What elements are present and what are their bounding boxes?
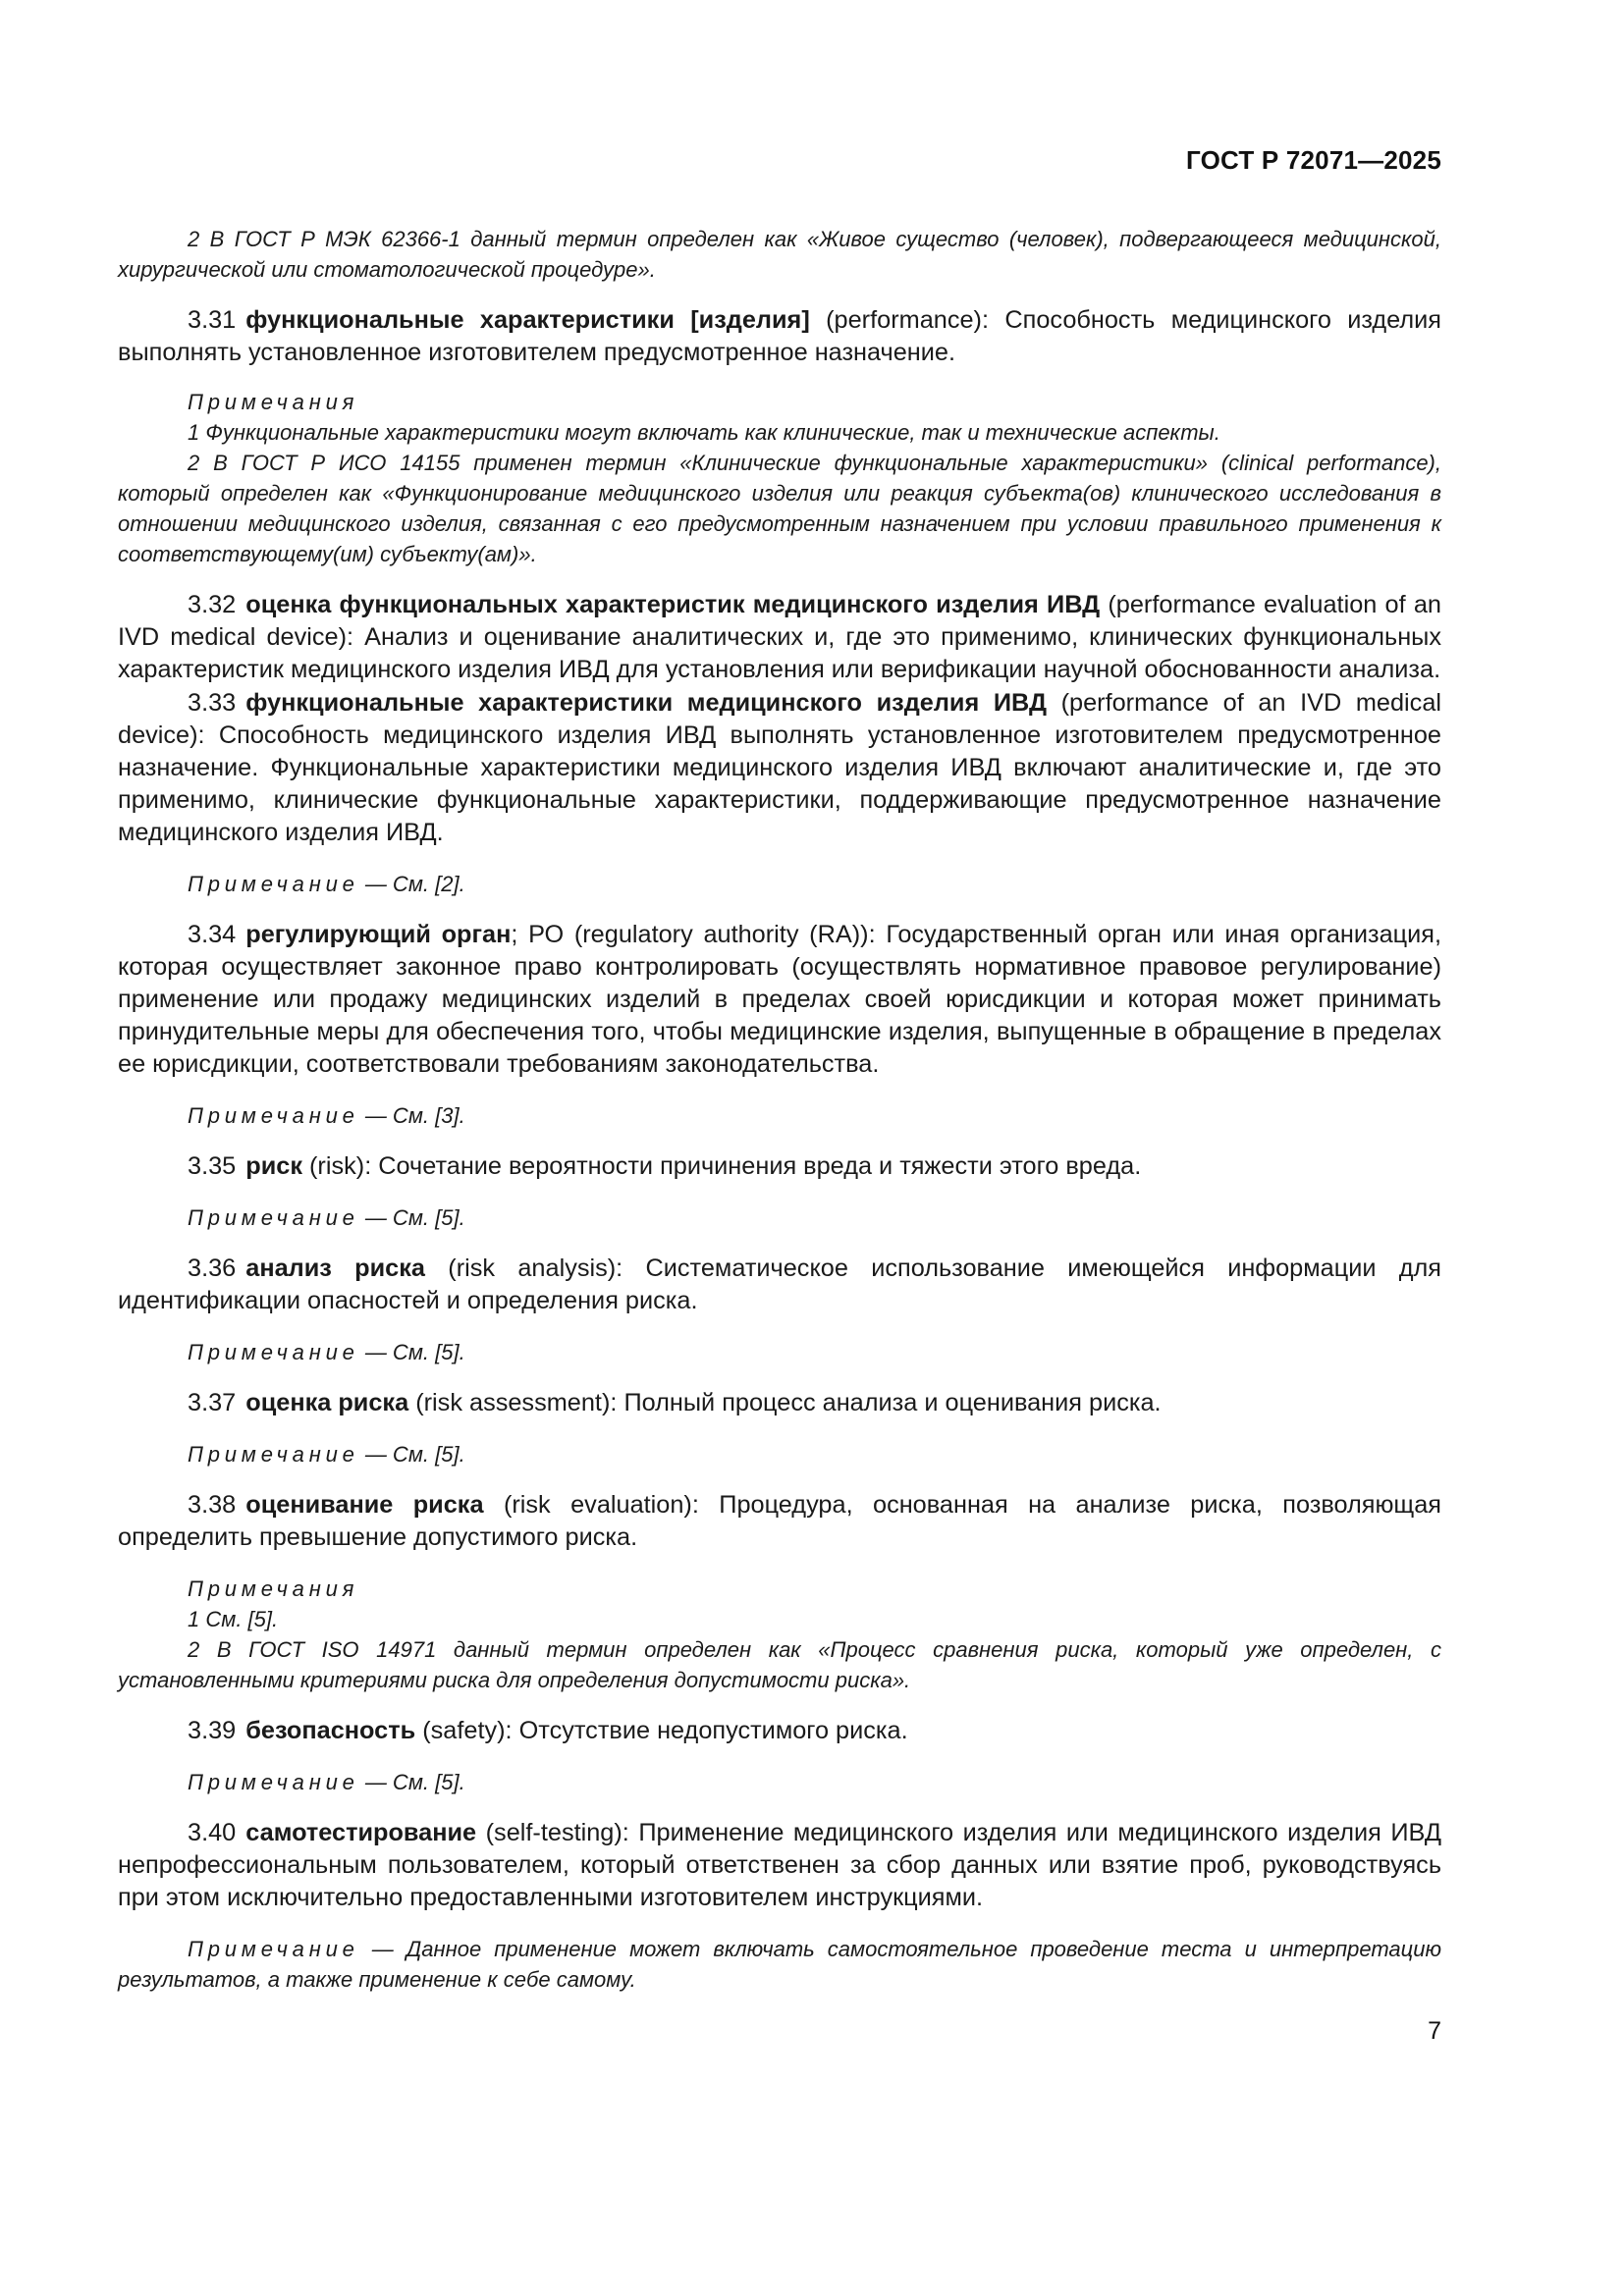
note-text: — См. [2]. — [358, 872, 465, 896]
term-number: 3.38 — [188, 1491, 237, 1519]
term-definition: (self-testing): Применение медицинского изделия или медицинского изделия ИВД непрофессиональным пользователем, который ответственен за сбор данных или взятие проб, руководствуясь при этом исключительно предоставленными изготовителем инструкциями. — [118, 1819, 1441, 1911]
note-label: Примечание — [188, 1340, 359, 1364]
note-label: Примечание — [188, 1770, 359, 1794]
note-item — [118, 1202, 1441, 1233]
term-entry-3-38 — [118, 1489, 1441, 1554]
note-item: 1 См. [5]. — [188, 1607, 279, 1631]
note-label: Примечание — [188, 1103, 359, 1128]
term-definition: (risk evaluation): Процедура, основанная на анализе риска, позволяющая определить превышение допустимого риска. — [118, 1491, 1442, 1551]
term-name: оценивание риска — [245, 1491, 484, 1519]
note-text: — См. [5]. — [358, 1442, 465, 1467]
term-definition: (performance evaluation of an IVD medical device): Анализ и оценивание аналитических и, где это применимо, клинических функциональных характеристик медицинского изделия ИВД для установления или верификации научной обоснованности анализа. — [118, 591, 1441, 683]
term-number: 3.31 — [188, 306, 237, 334]
term-entry-3-39 — [118, 1715, 1441, 1747]
note-item — [118, 869, 1441, 899]
note-text: — См. [3]. — [358, 1103, 465, 1128]
term-number: 3.34 — [188, 921, 237, 948]
note-item — [118, 1100, 1441, 1131]
term-number: 3.39 — [188, 1717, 237, 1744]
term-number: 3.33 — [188, 689, 237, 717]
term-number: 3.35 — [188, 1152, 237, 1180]
note-item: 2 В ГОСТ Р ИСО 14155 применен термин «Клинические функциональные характеристики» (clinical performance), который определен как «Функционирование медицинского изделия или реакция субъекта(ов) клинического исследования в отношении медицинского изделия, связанная с его предусмотренным назначением при условии правильного применения к соответствующему(им) субъекту(ам)». — [118, 451, 1441, 566]
note-text: — См. [5]. — [358, 1770, 465, 1794]
notes-heading: Примечания — [188, 1576, 359, 1601]
term-entry-3-34 — [118, 919, 1441, 1081]
term-name: оценка риска — [245, 1389, 409, 1416]
term-definition: ; РО (regulatory authority (RA)): Государственный орган или иная организация, которая осуществляет законное право контролировать (осуществлять нормативное правовое регулирование) применение или продажу медицинских изделий в пределах своей юрисдикции и которая может принимать принудительные меры для обеспечения того, чтобы медицинские изделия, выпущенные в обращение в пределах ее юрисдикции, соответствовали требованиям законодательства. — [118, 921, 1441, 1078]
standard-designation: ГОСТ Р 72071—2025 — [1186, 145, 1441, 175]
term-definition: (risk): Сочетание вероятности причинения вреда и тяжести этого вреда. — [301, 1152, 1142, 1180]
note-item: 1 Функциональные характеристики могут включать как клинические, так и технические аспекты. — [188, 420, 1220, 445]
note-label: Примечание — [188, 1937, 359, 1961]
term-name: регулирующий орган — [245, 921, 512, 948]
term-entry-3-40 — [118, 1817, 1441, 1914]
term-number: 3.40 — [188, 1819, 237, 1846]
term-name: оценка функциональных характеристик медицинского изделия ИВД — [245, 591, 1101, 618]
note-label: Примечание — [188, 1205, 359, 1230]
term-name: безопасность — [245, 1717, 416, 1744]
note-label: Примечание — [188, 1442, 359, 1467]
term-definition: (risk assessment): Полный процесс анализа и оценивания риска. — [408, 1389, 1162, 1416]
term-entry-3-37 — [118, 1387, 1441, 1419]
term-definition: (performance of an IVD medical device): Способность медицинского изделия ИВД выполнять установленное изготовителем предусмотренное назначение. Функциональные характеристики медицинского изделия ИВД включают аналитические и, где это применимо, клинические функциональные характеристики, поддерживающие предусмотренное назначение медицинского изделия ИВД. — [118, 689, 1442, 846]
term-name: риск — [245, 1152, 302, 1180]
term-name: функциональные характеристики медицинского изделия ИВД — [245, 689, 1047, 717]
term-number: 3.32 — [188, 591, 237, 618]
term-entry-3-36 — [118, 1253, 1441, 1317]
term-entry-3-35 — [118, 1150, 1441, 1183]
term-entry-3-33 — [118, 687, 1441, 849]
term-definition: (risk analysis): Систематическое использование имеющейся информации для идентификации опасностей и определения риска. — [118, 1255, 1441, 1314]
term-entry-3-31 — [118, 304, 1441, 369]
note-text: — См. [5]. — [358, 1205, 465, 1230]
term-name: самотестирование — [245, 1819, 477, 1846]
page-content — [118, 224, 1441, 2014]
term-number: 3.36 — [188, 1255, 237, 1282]
note-item: 2 В ГОСТ ISO 14971 данный термин определен как «Процесс сравнения риска, который уже определен, с установленными критериями риска для определения допустимости риска». — [118, 1637, 1441, 1692]
note-item — [118, 1439, 1441, 1469]
term-definition: (performance): Способность медицинского изделия выполнять установленное изготовителем предусмотренное назначение. — [118, 306, 1441, 366]
term-name: функциональные характеристики [изделия] — [245, 306, 810, 334]
note-text: — Данное применение может включать самостоятельное проведение теста и интерпретацию результатов, а также применение к себе самому. — [118, 1937, 1441, 1992]
term-definition: (safety): Отсутствие недопустимого риска. — [415, 1717, 908, 1744]
page-number: 7 — [1428, 2017, 1441, 2045]
note-item: 2 В ГОСТ Р МЭК 62366-1 данный термин определен как «Живое существо (человек), подвергающееся медицинской, хирургической или стоматологической процедуре». — [118, 227, 1441, 282]
note-text: — См. [5]. — [358, 1340, 465, 1364]
note-item — [118, 1934, 1441, 1995]
notes-heading: Примечания — [188, 390, 359, 414]
term-name: анализ риска — [245, 1255, 425, 1282]
note-item — [118, 1767, 1441, 1797]
term-entry-3-32 — [118, 589, 1441, 686]
note-item — [118, 1337, 1441, 1367]
term-number: 3.37 — [188, 1389, 237, 1416]
note-label: Примечание — [188, 872, 359, 896]
